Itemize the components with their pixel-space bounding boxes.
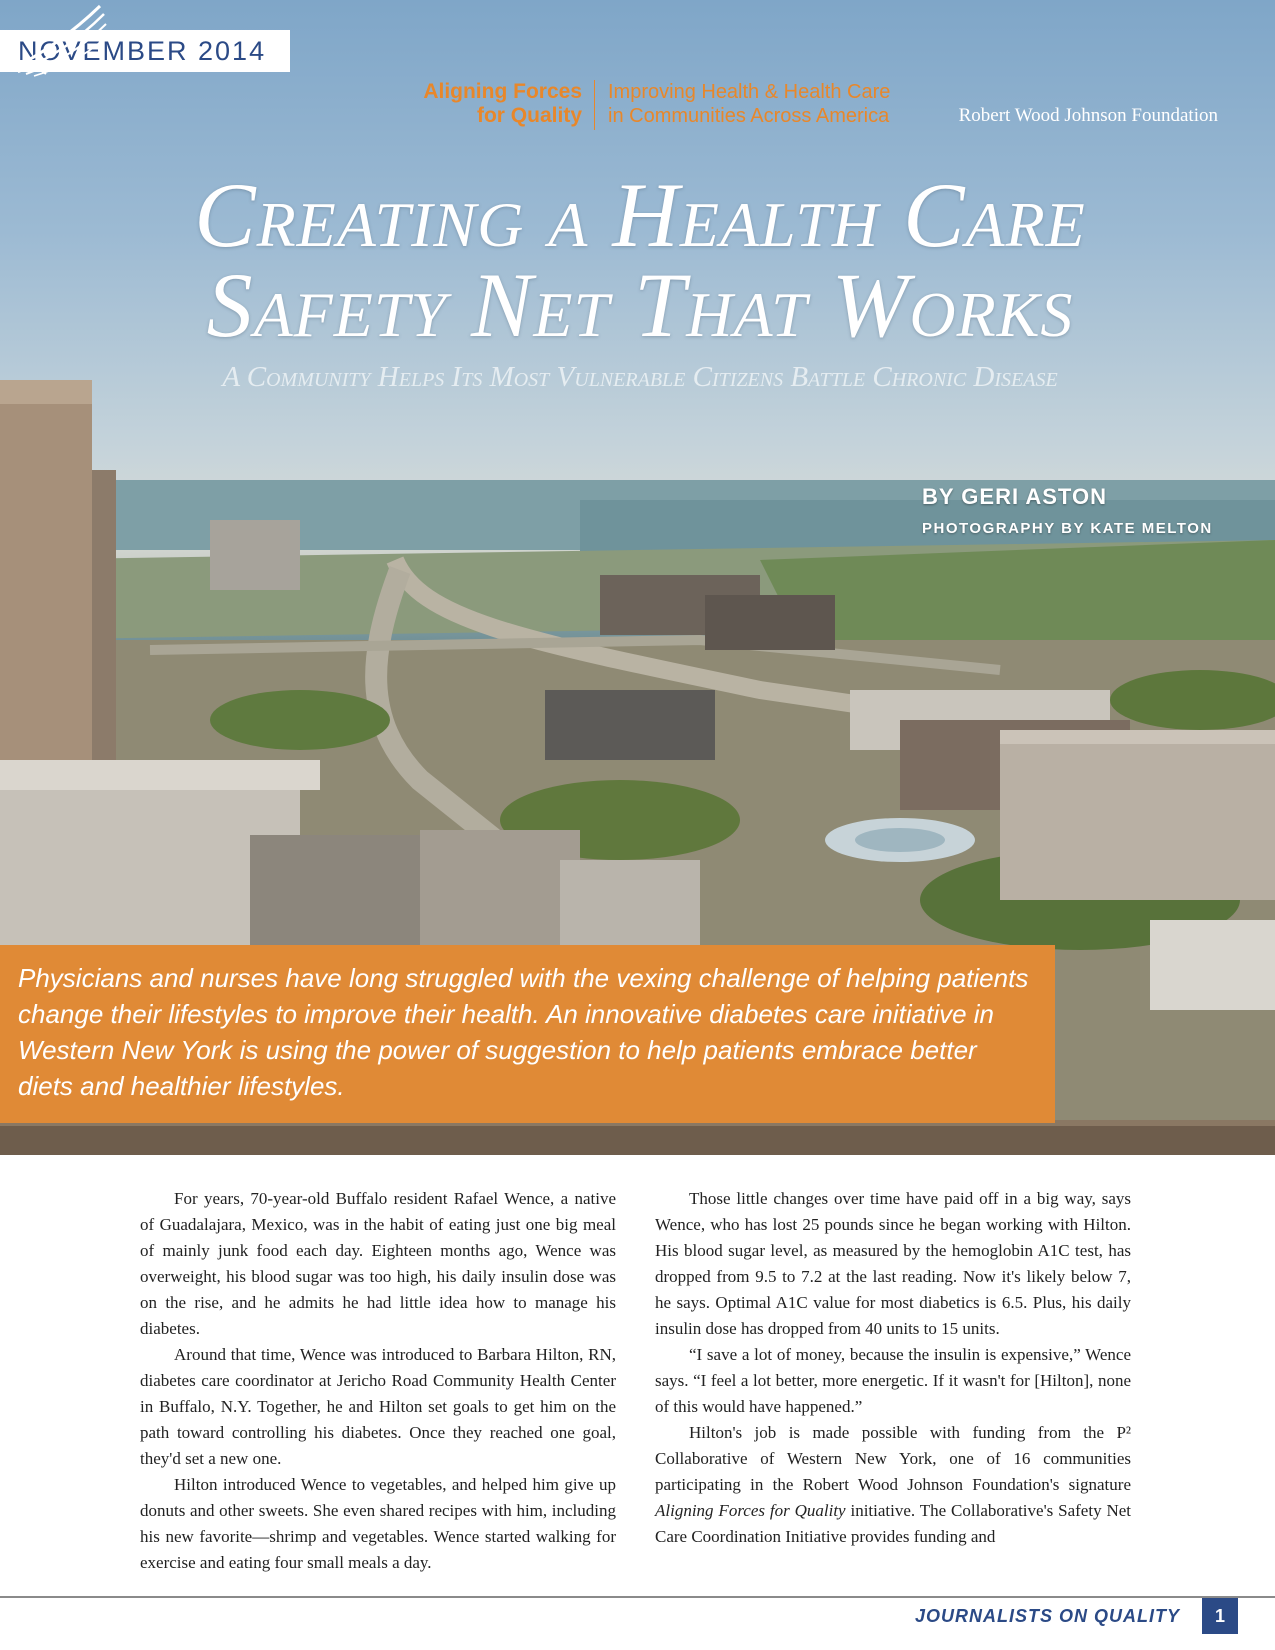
- byline: BY GERI ASTON: [922, 484, 1107, 509]
- program-name-line1: Aligning Forces: [423, 80, 582, 103]
- footer-divider: [0, 1596, 1275, 1598]
- article-subtitle: A Community Helps Its Most Vulnerable Citizens Battle Chronic Disease: [222, 361, 1058, 393]
- article-column-left: [140, 1186, 616, 1576]
- paragraph: Those little changes over time have paid off in a big way, says Wence, who has lost 25 pounds since he began working with Hilton. His blood sugar level, as measured by the hemoglobin A1C test, has dropped from 9.5 to 7.2 at the last reading. Now it's likely below 7, he says. Optimal A1C value for most diabetics is 6.5. Plus, his daily insulin dose has dropped from 40 units to 15 units.: [655, 1189, 1131, 1338]
- paragraph: For years, 70-year-old Buffalo resident Rafael Wence, a native of Guadalajara, Mexico, was in the habit of eating just one big meal of mainly junk food each day. Eighteen months ago, Wence was overweight, his blood sugar was too high, his daily insulin dose was on the rise, and he admits he had little idea how to manage his diabetes.: [140, 1189, 616, 1338]
- paragraph: Hilton introduced Wence to vegetables, and helped him give up donuts and other sweets. She even shared recipes with him, including his new favorite—shrimp and vegetables. Wence started walking for exercise and eating four small meals a day.: [140, 1475, 616, 1572]
- issue-date: NOVEMBER 2014: [0, 30, 290, 72]
- paragraph-text: initiative. The Collaborative's Safety Net Care Coordination Initiative provides funding and: [655, 1501, 1131, 1546]
- tagline-line1: Improving Health & Health Care: [608, 81, 891, 103]
- paragraph: “I save a lot of money, because the insulin is expensive,” Wence says. “I feel a lot better, more energetic. If it wasn't for [Hilton], none of this would have happened.”: [655, 1345, 1131, 1416]
- program-name-line2: for Quality: [476, 104, 582, 127]
- program-tagline: [608, 80, 928, 128]
- article-column-right: [655, 1186, 1131, 1550]
- logo-divider: [594, 80, 595, 130]
- initiative-name: Aligning Forces for Quality: [655, 1501, 846, 1520]
- foundation-name: Robert Wood Johnson Foundation: [958, 105, 1218, 126]
- tagline-line2: in Communities Across America: [608, 105, 890, 127]
- program-logo-text: [360, 80, 582, 128]
- rwjf-wing-icon: [0, 0, 110, 78]
- paragraph: Around that time, Wence was introduced to Barbara Hilton, RN, diabetes care coordinator at Jericho Road Community Health Center in Buffalo, N.Y. Together, he and Hilton set goals to get him on the path toward controlling his diabetes. Once they reached one goal, they'd set a new one.: [140, 1345, 616, 1468]
- pull-quote: Physicians and nurses have long struggled with the vexing challenge of helping patients change their lifestyles to improve their health. An innovative diabetes care initiative in Western New York is using the power of suggestion to help patients embrace better diets and healthier lifestyles.: [0, 945, 1055, 1123]
- title-line1: Creating a Health Care: [194, 164, 1086, 266]
- article-title: [40, 164, 1240, 356]
- paragraph: [655, 1420, 1131, 1550]
- title-line2: Safety Net That Works: [206, 254, 1074, 356]
- photo-credit: PHOTOGRAPHY BY KATE MELTON: [922, 520, 1213, 537]
- page-number: 1: [1202, 1598, 1238, 1634]
- publication-name: JOURNALISTS ON QUALITY: [914, 1606, 1180, 1626]
- paragraph-text: Hilton's job is made possible with funding from the P² Collaborative of Western New York, one of 16 communities participating in the Robert Wood Johnson Foundation's signature: [655, 1423, 1131, 1494]
